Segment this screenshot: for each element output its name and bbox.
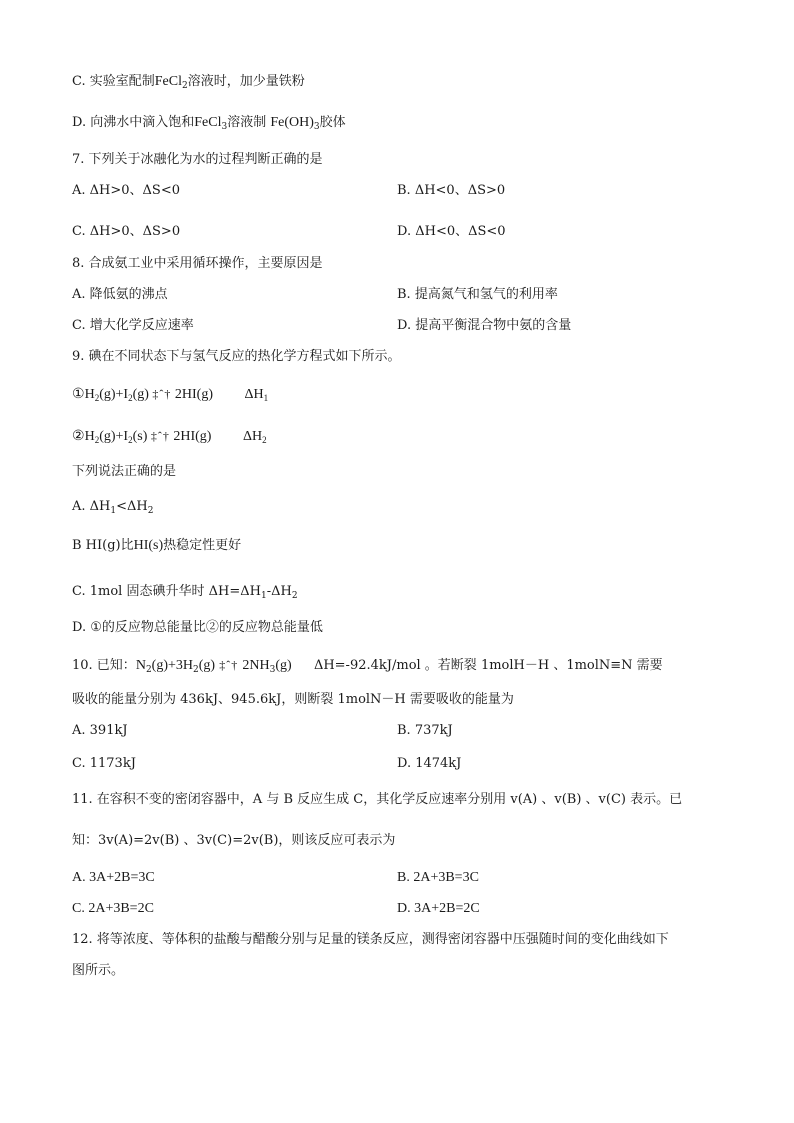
q10-line-2: 吸收的能量分别为 436kJ、945.6kJ，则断裂 1molN－H 需要吸收的能量为 bbox=[72, 692, 514, 707]
q11-option-c: C. 2A+3B=2C bbox=[72, 901, 154, 916]
subscript: 2 bbox=[128, 393, 133, 403]
subscript: 2 bbox=[193, 665, 199, 675]
text: 溶液时，加少量铁粉 bbox=[187, 74, 305, 89]
subscript: 2 bbox=[94, 393, 100, 403]
subscript: 2 bbox=[291, 591, 298, 601]
q9-equation-1 bbox=[72, 384, 268, 405]
formula: Fe(OH) bbox=[270, 115, 314, 130]
subscript: 3 bbox=[269, 665, 276, 675]
q12-line-1: 12. 将等浓度、等体积的盐酸与醋酸分别与足量的镁条反应，测得密闭容器中压强随时间的变化曲线如下 bbox=[72, 932, 669, 947]
subscript: 2 bbox=[262, 435, 267, 445]
subscript: 1 bbox=[263, 393, 269, 403]
formula: 2NH bbox=[242, 658, 270, 673]
q7-option-b: B. ΔH<0、ΔS>0 bbox=[397, 183, 506, 198]
q12-line-2: 图所示。 bbox=[72, 963, 125, 978]
formula: H bbox=[84, 429, 95, 444]
formula: FeCl bbox=[194, 115, 222, 130]
text: 溶液制 bbox=[227, 115, 271, 130]
subscript: 2 bbox=[181, 81, 188, 91]
q9-prompt: 下列说法正确的是 bbox=[72, 464, 177, 479]
q7-option-d: D. ΔH<0、ΔS<0 bbox=[397, 224, 506, 239]
text: ΔH=-92.4kJ/mol 。若断裂 1molH－H 、1molN≡N 需要 bbox=[313, 658, 663, 673]
formula: (g)+I bbox=[99, 387, 129, 402]
q9-stem: 9. 碘在不同状态下与氢气反应的热化学方程式如下所示。 bbox=[72, 349, 401, 364]
q9-option-d: D. ①的反应物总能量比②的反应物总能量低 bbox=[72, 620, 323, 635]
formula: (s) bbox=[132, 429, 148, 444]
q8-stem: 8. 合成氨工业中采用循环操作，主要原因是 bbox=[72, 256, 323, 271]
formula: (g)+I bbox=[99, 429, 129, 444]
option-c-line bbox=[72, 72, 305, 92]
equilibrium-arrow-icon: ‡ˆ† bbox=[152, 387, 172, 401]
q10-option-b: B. 737kJ bbox=[397, 723, 453, 738]
eq-number: ① bbox=[72, 387, 85, 402]
q8-option-d: D. 提高平衡混合物中氨的含量 bbox=[397, 318, 572, 333]
q8-option-b: B. 提高氮气和氢气的利用率 bbox=[397, 287, 558, 302]
formula: FeCl bbox=[154, 74, 182, 89]
text: D. 向沸水中滴入饱和 bbox=[72, 115, 195, 130]
q10-option-d: D. 1474kJ bbox=[397, 756, 462, 771]
text: 10. 已知： bbox=[72, 658, 136, 673]
q11-option-b: B. 2A+3B=3C bbox=[397, 870, 479, 885]
subscript: 2 bbox=[145, 665, 152, 675]
text: 热稳定性更好 bbox=[163, 538, 242, 553]
formula: N bbox=[135, 658, 146, 673]
subscript: 2 bbox=[94, 435, 100, 445]
q9-option-b bbox=[72, 536, 241, 556]
subscript: 3 bbox=[221, 122, 228, 132]
formula: (g) bbox=[132, 387, 149, 402]
q10-option-c: C. 1173kJ bbox=[72, 756, 136, 771]
q9-option-a bbox=[72, 497, 153, 517]
eq-number: ② bbox=[72, 429, 85, 444]
formula: 2HI(g) bbox=[173, 429, 212, 444]
formula: HI(s) bbox=[133, 538, 164, 553]
q11-line-2: 知：3v(A)=2v(B) 、3v(C)=2v(B)，则该反应可表示为 bbox=[72, 833, 396, 848]
q7-option-c: C. ΔH>0、ΔS>0 bbox=[72, 224, 181, 239]
formula: H bbox=[84, 387, 95, 402]
q7-stem: 7. 下列关于冰融化为水的过程判断正确的是 bbox=[72, 152, 323, 167]
q8-option-c: C. 增大化学反应速率 bbox=[72, 318, 194, 333]
formula: (g) bbox=[198, 658, 216, 673]
subscript: 2 bbox=[147, 506, 154, 516]
text: -ΔH bbox=[266, 584, 292, 599]
text: C. 实验室配制 bbox=[72, 74, 155, 89]
q11-option-d: D. 3A+2B=2C bbox=[397, 901, 480, 916]
subscript: 3 bbox=[313, 122, 320, 132]
formula: 2HI(g) bbox=[174, 387, 214, 402]
text: A. ΔH bbox=[72, 499, 111, 514]
subscript: 1 bbox=[110, 506, 117, 516]
q10-option-a: A. 391kJ bbox=[72, 723, 128, 738]
q9-option-c bbox=[72, 582, 298, 602]
q11-line-1: 11. 在容积不变的密闭容器中，A 与 B 反应生成 C，其化学反应速率分别用 v(A) 、v(B) 、v(C) 表示。已 bbox=[72, 792, 683, 807]
q8-option-a: A. 降低氨的沸点 bbox=[72, 287, 168, 302]
enthalpy: ΔH bbox=[244, 387, 264, 402]
q7-option-a: A. ΔH>0、ΔS<0 bbox=[72, 183, 180, 198]
equilibrium-arrow-icon: ‡ˆ† bbox=[219, 658, 239, 672]
option-d-line bbox=[72, 113, 346, 133]
subscript: 1 bbox=[260, 591, 267, 601]
formula: (g) bbox=[275, 658, 292, 673]
text: <ΔH bbox=[116, 499, 148, 514]
text: B HI(g)比 bbox=[72, 538, 134, 553]
text: 胶体 bbox=[319, 115, 346, 130]
text: C. 1mol 固态碘升华时 ΔH=ΔH bbox=[72, 584, 261, 599]
equilibrium-arrow-icon: ‡ˆ† bbox=[150, 429, 170, 443]
q11-option-a: A. 3A+2B=3C bbox=[72, 870, 155, 885]
enthalpy: ΔH bbox=[242, 429, 263, 444]
formula: (g)+3H bbox=[151, 658, 194, 673]
q9-equation-2 bbox=[72, 426, 267, 447]
subscript: 2 bbox=[128, 435, 133, 445]
q10-line-1 bbox=[72, 655, 663, 676]
